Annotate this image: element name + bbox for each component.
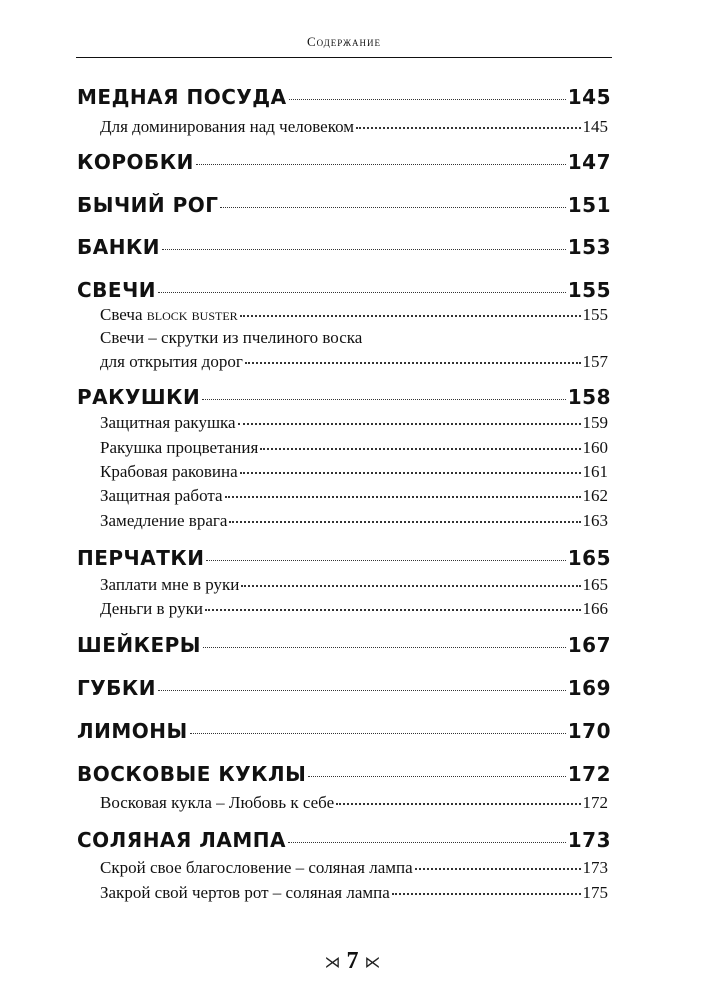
dot-leader <box>245 361 581 364</box>
page-number: 155 <box>567 278 611 302</box>
chapter-title: ПЕРЧАТКИ <box>77 546 205 570</box>
toc-chapter[interactable] <box>77 633 611 657</box>
toc-chapter[interactable] <box>77 85 611 109</box>
toc-chapter[interactable] <box>77 235 611 259</box>
chapter-title: БАНКИ <box>77 235 161 259</box>
page-number: 153 <box>567 235 611 259</box>
chapter-title: КОРОБКИ <box>77 150 194 174</box>
entry-title: Заплати мне в руки <box>100 575 240 594</box>
chapter-title: МЕДНАЯ ПОСУДА <box>77 85 287 109</box>
page-number: 165 <box>582 575 608 594</box>
toc-entry[interactable] <box>100 858 608 878</box>
dot-leader <box>240 314 581 317</box>
chapter-title: ВОСКОВЫЕ КУКЛЫ <box>77 762 307 786</box>
page-number: 157 <box>582 352 608 371</box>
toc-entry-line[interactable] <box>100 328 608 348</box>
page-number: 160 <box>582 438 608 457</box>
dot-leader <box>229 520 580 523</box>
toc-entry[interactable] <box>100 438 608 458</box>
page-number: 166 <box>582 599 608 618</box>
toc-entry[interactable] <box>100 462 608 482</box>
page-number: 172 <box>567 762 611 786</box>
page-number: 159 <box>582 413 608 432</box>
toc-entry[interactable] <box>100 793 608 813</box>
toc-entry[interactable] <box>100 883 608 903</box>
dot-leader <box>289 98 566 100</box>
page-number: 175 <box>582 883 608 902</box>
page-number: 158 <box>567 385 611 409</box>
page-number: 173 <box>582 858 608 877</box>
dot-leader <box>225 495 581 498</box>
toc-entry[interactable] <box>100 486 608 506</box>
chapter-title: РАКУШКИ <box>77 385 201 409</box>
dot-leader <box>356 126 580 129</box>
chapter-title: ШЕЙКЕРЫ <box>77 633 201 657</box>
toc-entry[interactable] <box>100 511 608 531</box>
page-number: 147 <box>567 150 611 174</box>
toc-entry[interactable] <box>100 352 608 372</box>
dot-leader <box>206 559 565 561</box>
toc-entry[interactable] <box>100 305 608 325</box>
page-number: 173 <box>567 828 611 852</box>
entry-title: Закрой свой чертов рот – соляная лампа <box>100 883 390 902</box>
chapter-title: СОЛЯНАЯ ЛАМПА <box>77 828 286 852</box>
entry-title: Защитная работа <box>100 486 223 505</box>
entry-title: Деньги в руки <box>100 599 203 618</box>
dot-leader <box>220 206 565 208</box>
dot-leader <box>336 802 580 805</box>
chapter-title: БЫЧИЙ РОГ <box>77 193 219 217</box>
page-number: 161 <box>582 462 608 481</box>
page-number: 155 <box>582 305 608 324</box>
dot-leader <box>415 867 581 870</box>
toc-chapter[interactable] <box>77 676 611 700</box>
page-number: 151 <box>567 193 611 217</box>
toc-chapter[interactable] <box>77 385 611 409</box>
page-number: 169 <box>567 676 611 700</box>
dot-leader <box>190 732 566 734</box>
toc-entry[interactable] <box>100 413 608 433</box>
dot-leader <box>240 471 581 474</box>
page-number: 170 <box>567 719 611 743</box>
dot-leader <box>203 646 566 648</box>
dot-leader <box>202 398 566 400</box>
dot-leader <box>158 291 566 293</box>
page-number: 163 <box>582 511 608 530</box>
dot-leader <box>162 248 566 250</box>
ornament-right-icon: ⋉ <box>364 954 381 972</box>
dot-leader <box>238 422 581 425</box>
entry-title: Замедление врага <box>100 511 228 530</box>
dot-leader <box>392 892 581 895</box>
entry-title: для открытия дорог <box>100 352 243 371</box>
toc-chapter[interactable] <box>77 828 611 852</box>
entry-title: Крабовая раковина <box>100 462 238 481</box>
dot-leader <box>158 689 566 691</box>
toc-entry[interactable] <box>100 599 608 619</box>
dot-leader <box>260 447 580 450</box>
entry-title: Восковая кукла – Любовь к себе <box>100 793 335 812</box>
toc-chapter[interactable] <box>77 546 611 570</box>
ornament-left-icon: ⋊ <box>324 954 341 972</box>
page-footer <box>0 948 705 975</box>
page-number: 172 <box>582 793 608 812</box>
entry-title: Защитная ракушка <box>100 413 236 432</box>
toc-chapter[interactable] <box>77 150 611 174</box>
toc-entry[interactable] <box>100 117 608 137</box>
chapter-title: ЛИМОНЫ <box>77 719 188 743</box>
page-number: 162 <box>582 486 608 505</box>
entry-title: Ракушка процветания <box>100 438 259 457</box>
page-number: 167 <box>567 633 611 657</box>
toc-entry[interactable] <box>100 575 608 595</box>
entry-title: Для доминирования над человеком <box>100 117 355 136</box>
entry-title-smallcaps: block buster <box>146 305 238 324</box>
entry-title: Скрой свое благословение – соляная лампа <box>100 858 413 877</box>
page-number: 145 <box>582 117 608 136</box>
chapter-title: СВЕЧИ <box>77 278 156 302</box>
page-number: 165 <box>567 546 611 570</box>
dot-leader <box>288 841 566 843</box>
entry-title: Свеча block buster <box>100 305 238 324</box>
toc-chapter[interactable] <box>77 278 611 302</box>
page-header: Содержание <box>306 34 382 49</box>
toc-chapter[interactable] <box>77 719 611 743</box>
page-number: 145 <box>567 85 611 109</box>
toc-chapter[interactable] <box>77 762 611 786</box>
dot-leader <box>241 584 580 587</box>
chapter-title: ГУБКИ <box>77 676 156 700</box>
dot-leader <box>205 608 581 611</box>
entry-title-line1: Свечи – скрутки из пчелиного воска <box>100 328 363 347</box>
folio-page-number: 7 <box>346 948 359 974</box>
dot-leader <box>308 775 565 777</box>
toc-chapter[interactable] <box>77 193 611 217</box>
dot-leader <box>196 163 566 165</box>
